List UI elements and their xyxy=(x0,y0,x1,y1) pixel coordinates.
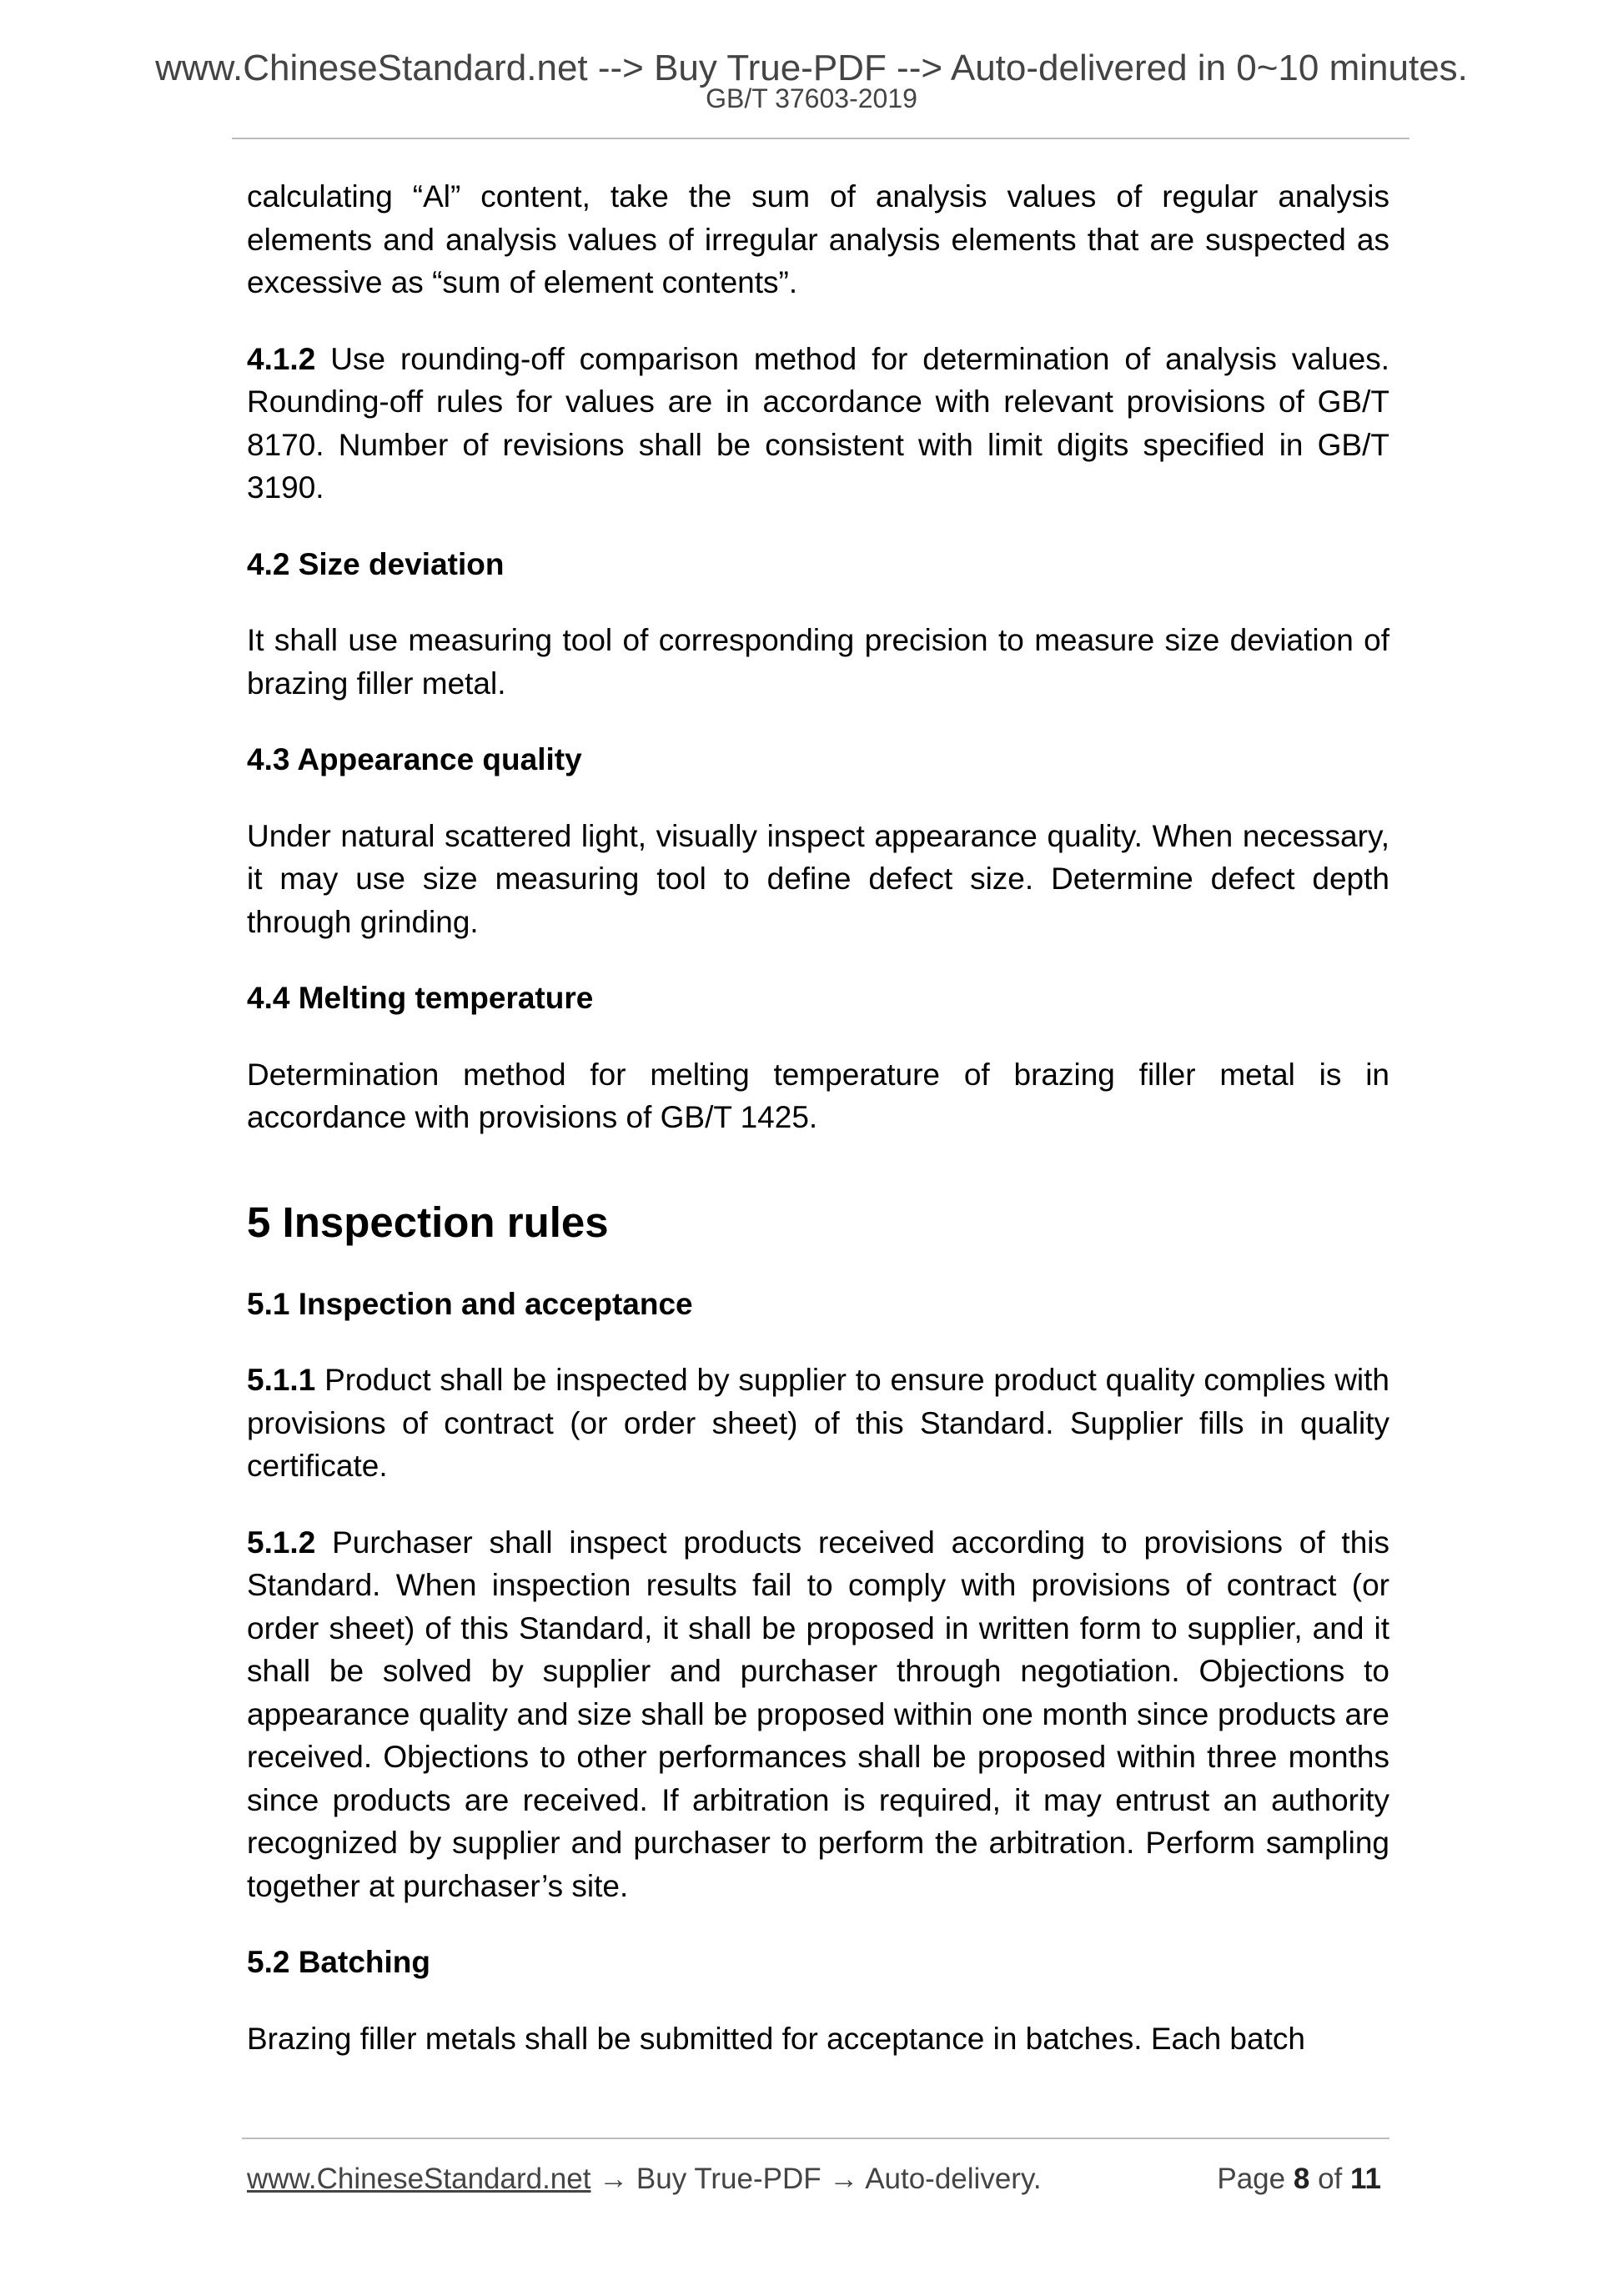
clause-5-1-1 xyxy=(247,1359,1389,1488)
site-link[interactable]: www.ChineseStandard.net xyxy=(247,2163,591,2195)
heading-4-4: 4.4 Melting temperature xyxy=(247,981,594,1015)
auto-delivery-text: Auto-delivery. xyxy=(865,2163,1042,2195)
footer-links xyxy=(247,2158,1042,2200)
site-banner: www.ChineseStandard.net --> Buy True-PDF --> Auto-delivered in 0~10 minutes. xyxy=(155,48,1468,88)
total-pages-number: 11 xyxy=(1350,2163,1381,2195)
clause-5-1-2 xyxy=(247,1521,1389,1908)
document-code: GB/T 37603-2019 xyxy=(706,83,917,113)
document-body xyxy=(247,175,1389,2093)
of-label: of xyxy=(1318,2163,1343,2195)
clause-text: Product shall be inspected by supplier to ensure product quality complies with provisions of contract (or order sheet) of this Standard. Supplier fills in quality certificate. xyxy=(247,1363,1389,1483)
paragraph-4-2: It shall use measuring tool of corresponding precision to measure size deviation of brazing filler metal. xyxy=(247,623,1389,701)
clause-4-1-2 xyxy=(247,338,1389,510)
heading-5-2: 5.2 Batching xyxy=(247,1945,430,1979)
clause-text: Purchaser shall inspect products received according to provisions of this Standard. When inspection results fail to comply with provisions of contract (or order sheet) of this Standard, it shall be proposed in written form to supplier, and it shall be solved by supplier and purchaser through negotiation. Objections to appearance quality and size shall be proposed within one month since products are received. Objections to other performances shall be proposed within three months since products are received. If arbitration is required, it may entrust an authority recognized by supplier and purchaser to perform the arbitration. Perform sampling together at purchaser’s site. xyxy=(247,1525,1389,1903)
heading-5-1: 5.1 Inspection and acceptance xyxy=(247,1286,693,1321)
page-indicator xyxy=(1217,2158,1381,2200)
page-label: Page xyxy=(1217,2163,1286,2195)
header-divider xyxy=(232,138,1409,139)
paragraph-4-4: Determination method for melting temperature of brazing filler metal is in accordance with provisions of GB/T 1425. xyxy=(247,1057,1389,1134)
current-page-number: 8 xyxy=(1293,2163,1310,2195)
heading-4-3: 4.3 Appearance quality xyxy=(247,742,582,776)
clause-number: 4.1.2 xyxy=(247,341,316,376)
paragraph-5-2: Brazing filler metals shall be submitted for acceptance in batches. Each batch xyxy=(247,2021,1305,2056)
clause-number: 5.1.2 xyxy=(247,1525,316,1560)
paragraph-4-3: Under natural scattered light, visually inspect appearance quality. When necessary, it may use size measuring tool to define defect size. Determine defect depth through grinding. xyxy=(247,818,1389,939)
clause-number: 5.1.1 xyxy=(247,1363,316,1397)
heading-4-2: 4.2 Size deviation xyxy=(247,546,505,581)
heading-5: 5 Inspection rules xyxy=(247,1198,609,1246)
clause-text: Use rounding-off comparison method for determination of analysis values. Rounding-off rules for values are in accordance with relevant provisions of GB/T 8170. Number of revisions shall be consistent with limit digits specified in GB/T 3190. xyxy=(247,341,1389,505)
page-footer xyxy=(247,2158,1389,2200)
intro-paragraph: calculating “Al” content, take the sum of analysis values of regular analysis elements and analysis values of irregular analysis elements that are suspected as excessive as “sum of element contents”. xyxy=(247,179,1389,299)
arrow-icon: → xyxy=(590,2163,636,2195)
arrow-icon: → xyxy=(821,2163,866,2195)
buy-pdf-text: Buy True-PDF xyxy=(636,2163,822,2195)
footer-divider xyxy=(242,2138,1389,2139)
